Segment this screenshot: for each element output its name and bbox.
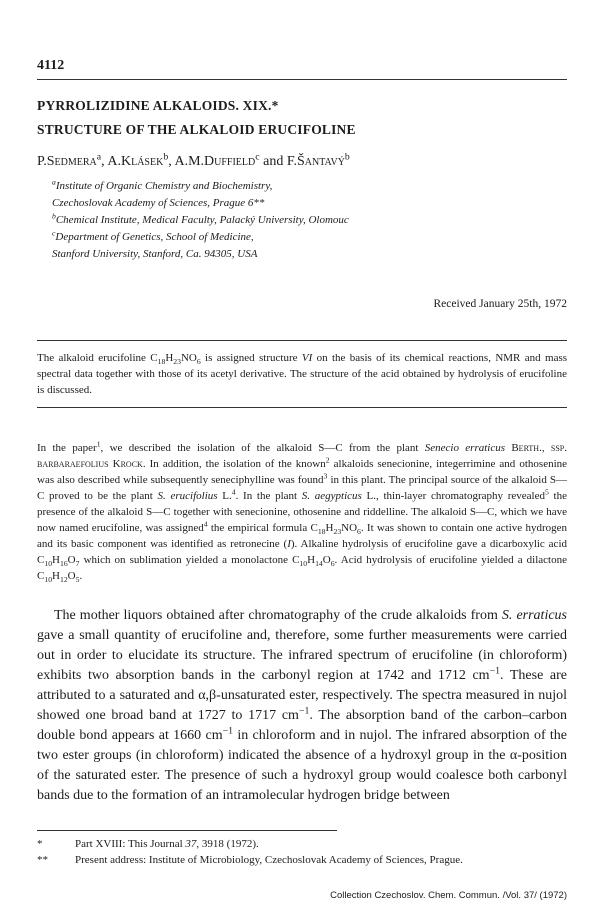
- page-number: 4112: [37, 58, 65, 73]
- affiliation-line: $^a$Institute of Organic Chemistry and Biochemistry,: [52, 177, 273, 192]
- author-list: P.Sedmera$^a$, A.Klásek$^b$, A.M.Duffield$^c$ and F.Šantavý$^b$: [37, 151, 350, 169]
- header-rule: [37, 79, 567, 80]
- affiliation-line: $^b$Chemical Institute, Medical Faculty, Palacký University, Olomouc: [52, 211, 349, 226]
- author-4: F.Šantavý$^b$: [286, 151, 350, 169]
- author-1: P.Sedmera$^a$: [37, 151, 102, 169]
- abstract-top-rule: [37, 340, 567, 341]
- author-3: A.M.Duffield$^c$: [174, 151, 260, 169]
- paper-title-line-2: STRUCTURE OF THE ALKALOID ERUCIFOLINE: [37, 122, 356, 137]
- author-2: A.Klásek$^b$: [107, 151, 169, 169]
- footnote-1: * Part XVIII: This Journal 37, 3918 (1972).: [37, 838, 259, 850]
- received-date: Received January 25th, 1972: [433, 298, 567, 310]
- footnote-rule: [37, 830, 337, 831]
- journal-footer: Collection Czechoslov. Chem. Commun. /Vol. 37/ (1972): [330, 890, 567, 901]
- affiliation-line: Czechoslovak Academy of Sciences, Prague 6**: [52, 197, 265, 209]
- abstract-bottom-rule: [37, 407, 567, 408]
- abstract: The alkaloid erucifoline $C_{18}H_{23}NO_6$ is assigned structure VI on the basis of its chemical reactions, NMR and mass spectral data together with those of its acetyl derivative. The structure of the acid obtained by hydrolysis of erucifoline is discussed.: [37, 352, 568, 396]
- footnote-2: ** Present address: Institute of Microbiology, Czechoslovak Academy of Sciences, Prague.: [37, 854, 463, 866]
- main-paragraph: The mother liquors obtained after chromatography of the crude alkaloids from S. erraticus gave a small quantity of erucifoline and, therefore, some further measurements were carried out in order to elucidate its structure. The infrared spectrum of erucifoline (in chloroform) exhibits two absorption bands in the carbonyl region at 1742 and 1712 $cm^{-1}$. These are attributed to a saturated and α,β-unsaturated ester, respectively. The spectra measured in nujol showed one broad band at 1727 to 1717 $cm^{-1}$. The absorption band of the carbon–carbon double bond appears at 1660 $cm^{-1}$ in chloroform and in nujol. The infrared absorption of the two ester groups (in chloroform) indicated the absence of a hydroxyl group in the α-position of the saturated ester. The presence of such a hydroxyl group would coalesce both carbonyl bands due to the formation of an intramolecular hydrogen bridge between: [37, 608, 568, 803]
- affiliation-line: Stanford University, Stanford, Ca. 94305, USA: [52, 248, 258, 260]
- paper-title-line-1: PYRROLIZIDINE ALKALOIDS. XIX.*: [37, 98, 279, 113]
- affiliation-line: $^c$Department of Genetics, School of Medicine,: [52, 228, 254, 243]
- intro-paragraph: In the paper$^1$, we described the isolation of the alkaloid S—C from the plant Senecio erraticus Berth., ssp. barbaraefolius Krock. In addition, the isolation of the known$^2$ alkaloids senecionine, integerrimine and othosenine was also described while subsequently seneciphylline was found$^3$ in this plant. The principal source of the alkaloid S—C proved to be the plant S. erucifolius L.$^4$. In the plant S. aegypticus L., thin-layer chromatography revealed$^5$ the presence of the alkaloid S—C together with senecionine, othosenine and riddelline. The alkaloid S—C, which we have now named erucifoline, was assigned$^4$ the empirical formula $C_{18}H_{23}NO_6$. It was shown to contain one active hydrogen and its basic component was identified as retronecine (I). Alkaline hydrolysis of erucifoline gave a dicarboxylic acid $C_{10}H_{16}O_7$ which on sublimation yielded a monolactone $C_{10}H_{14}O_6$. Acid hydrolysis of erucifoline yielded a dilactone $C_{10}H_{12}O_5$.: [37, 439, 568, 585]
